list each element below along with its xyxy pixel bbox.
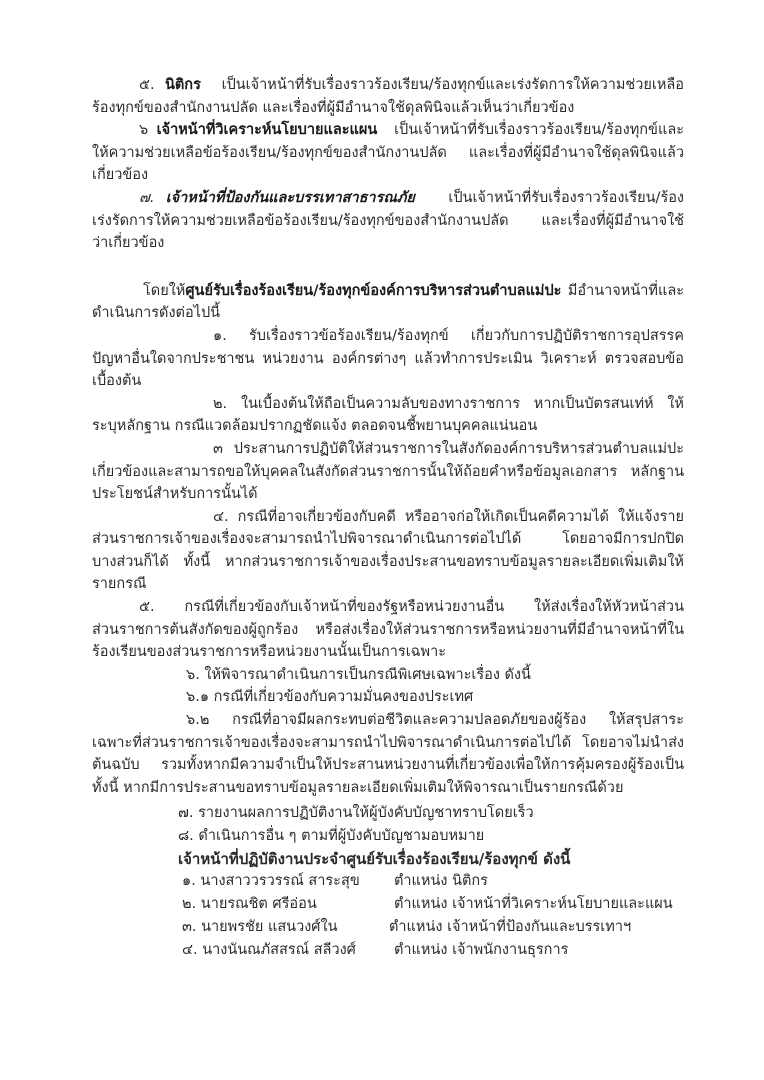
officer-paragraph-line: เกี่ยวข้อง xyxy=(92,167,149,184)
duty-line: ๖.๑ กรณีที่เกี่ยวข้องกับความมั่นคงของประเทศ xyxy=(186,689,474,706)
officer-title: เจ้าหน้าที่วิเคราะห์นโยบายและแผน xyxy=(156,122,378,139)
officer-number: ๗. xyxy=(139,189,155,206)
intro-first-line xyxy=(92,280,684,303)
officer-paragraph-line: ว่าเกี่ยวข้อง xyxy=(92,235,165,252)
duty-line: ระบุหลักฐาน กรณีแวดล้อมปรากฏชัดแจ้ง ตลอดจนชี้พยานบุคคลแน่นอน xyxy=(92,418,538,435)
staff-row xyxy=(92,893,684,916)
intro-line: ดำเนินการดังต่อไปนี้ xyxy=(92,305,221,322)
officer-paragraph-first-line xyxy=(92,74,684,97)
duty-line: บางส่วนก็ได้ ทั้งนี้ หากส่วนราชการเจ้าของเรื่องประสานขอทราบข้อมูลรายละเอียดเพิ่มเติมให้ xyxy=(92,553,684,570)
duty-line: ๖. ให้พิจารณาดำเนินการเป็นกรณีพิเศษเฉพาะเรื่อง ดังนี้ xyxy=(186,666,531,683)
staff-row xyxy=(92,916,684,939)
staff-name: ๒. นายรณชิต ศรีอ่อน xyxy=(182,896,317,913)
duty-line: ส่วนราชการต้นสังกัดของผู้ถูกร้อง หรือส่งเรื่องให้ส่วนราชการหรือหน่วยงานที่มีอำนาจหน้าที่ใน xyxy=(92,621,684,638)
officer-number: ๖ xyxy=(139,122,149,139)
duty-line: ๕. กรณีที่เกี่ยวข้องกับเจ้าหน้าที่ของรัฐหรือหน่วยงานอื่น ให้ส่งเรื่องให้หัวหน้าส่วน xyxy=(139,599,684,616)
officer-text: เป็นเจ้าหน้าที่รับเรื่องราวร้องเรียน/ร้อง xyxy=(448,189,684,206)
officer-title: เจ้าหน้าที่ป้องกันและบรรเทาสาธารณภัย xyxy=(165,189,415,206)
intro-text: มีอำนาจหน้าที่และ xyxy=(567,282,684,299)
officer-text: เป็นเจ้าหน้าที่รับเรื่องราวร้องเรียน/ร้องทุกข์และเร่งรัดการให้ความช่วยเหลือ xyxy=(221,77,684,93)
staff-row xyxy=(92,939,684,962)
staff-name: ๔. นางนันณภัสสรณ์ สลีวงศ์ xyxy=(182,942,356,959)
intro-text: โดยให้ xyxy=(143,282,186,299)
officer-paragraph-first-line xyxy=(92,119,684,142)
duty-line: ร้องเรียนของส่วนราชการหรือหน่วยงานนั้นเป็นการเฉพาะ xyxy=(92,644,447,661)
officer-number: ๕. xyxy=(139,77,155,93)
duty-line: ต้นฉบับ รวมทั้งหากมีความจำเป็นให้ประสานหน่วยงานที่เกี่ยวข้องเพื่อให้การคุ้มครองผู้ร้องเป็น xyxy=(92,757,684,774)
staff-name: ๑. นางสาววรวรรณ์ สาระสุข xyxy=(182,873,360,890)
duty-line: ๑. รับเรื่องราวข้อร้องเรียน/ร้องทุกข์ เกี่ยวกับการปฏิบัติราชการอุปสรรค xyxy=(213,327,684,344)
staff-position: ตำแหน่ง เจ้าพนักงานธุรการ xyxy=(394,942,569,959)
duty-line: ส่วนราชการเจ้าของเรื่องจะสามารถนำไปพิจารณาดำเนินการต่อไปได้ โดยอาจมีการปกปิด xyxy=(92,531,684,548)
duty-line: ๒. ในเบื้องต้นให้ถือเป็นความลับของทางราชการ หากเป็นบัตรสนเท่ห์ ให้ xyxy=(213,395,684,412)
document-page xyxy=(92,74,684,962)
duty-line: ๖.๒ กรณีที่อาจมีผลกระทบต่อชีวิตและความปลอดภัยของผู้ร้อง ให้สรุปสาระ xyxy=(186,712,684,729)
duty-line: รายกรณี xyxy=(92,576,147,593)
officer-paragraph-first-line xyxy=(92,187,684,210)
staff-position: ตำแหน่ง นิติกร xyxy=(394,873,488,890)
duty-line: ๘. ดำเนินการอื่น ๆ ตามที่ผู้บังคับบัญชามอบหมาย xyxy=(178,828,485,844)
officer-paragraph-line: เร่งรัดการให้ความช่วยเหลือข้อร้องเรียน/ร้องทุกข์ของสำนักงานปลัด และเรื่องที่ผู้มีอำนาจใช้ xyxy=(92,212,684,229)
duty-line: ๗. รายงานผลการปฏิบัติงานให้ผู้บังคับบัญชาทราบโดยเร็ว xyxy=(178,805,534,822)
officer-text: เป็นเจ้าหน้าที่รับเรื่องราวร้องเรียน/ร้องทุกข์และ xyxy=(394,122,684,139)
duty-line: เบื้องต้น xyxy=(92,373,142,390)
staff-row xyxy=(92,870,684,893)
duty-line: ๔. กรณีที่อาจเกี่ยวข้องกับคดี หรืออาจก่อให้เกิดเป็นคดีความได้ ให้แจ้งราย xyxy=(213,508,684,525)
duty-line: ทั้งนี้ หากมีการประสานขอทราบข้อมูลรายละเอียดเพิ่มเติมให้พิจารณาเป็นรายกรณีด้วย xyxy=(92,779,624,796)
duty-line: ๓ ประสานการปฏิบัติให้ส่วนราชการในสังกัดองค์การบริหารส่วนตำบลแม่ปะ xyxy=(213,440,684,457)
officer-title: นิติกร xyxy=(164,77,201,93)
staff-position: ตำแหน่ง เจ้าหน้าที่วิเคราะห์นโยบายและแผน xyxy=(394,896,673,913)
duty-line: ปัญหาอื่นใดจากประชาชน หน่วยงาน องค์กรต่างๆ แล้วทำการประเมิน วิเคราะห์ ตรวจสอบข้อ xyxy=(92,350,684,367)
staff-name: ๓. นายพรชัย แสนวงศ์ใน xyxy=(182,919,338,936)
staff-position: ตำแหน่ง เจ้าหน้าที่ป้องกันและบรรเทาฯ xyxy=(389,919,632,936)
officer-paragraph-line: ร้องทุกข์ของสำนักงานปลัด และเรื่องที่ผู้มีอำนาจใช้ดุลพินิจแล้วเห็นว่าเกี่ยวข้อง xyxy=(92,99,575,116)
center-name: ศูนย์รับเรื่องร้องเรียน/ร้องทุกข์องค์การบริหารส่วนตำบลแม่ปะ xyxy=(185,282,562,299)
duty-line: เกี่ยวข้องและสามารถขอให้บุคคลในสังกัดส่วนราชการนั้นให้ถ้อยคำหรือข้อมูลเอกสาร หลักฐาน xyxy=(92,463,684,480)
staff-heading: เจ้าหน้าที่ปฏิบัติงานประจำศูนย์รับเรื่องร้องเรียน/ร้องทุกข์ ดังนี้ xyxy=(178,849,571,868)
duty-line: ประโยชน์สำหรับการนั้นได้ xyxy=(92,486,258,503)
duty-line: เฉพาะที่ส่วนราชการเจ้าของเรื่องจะสามารถนำไปพิจารณาดำเนินการต่อไปได้ โดยอาจไม่นำส่ง xyxy=(92,734,684,751)
officer-paragraph-line: ให้ความช่วยเหลือข้อร้องเรียน/ร้องทุกข์ของสำนักงานปลัด และเรื่องที่ผู้มีอำนาจใช้ดุลพินิจแล้ว xyxy=(92,144,684,161)
